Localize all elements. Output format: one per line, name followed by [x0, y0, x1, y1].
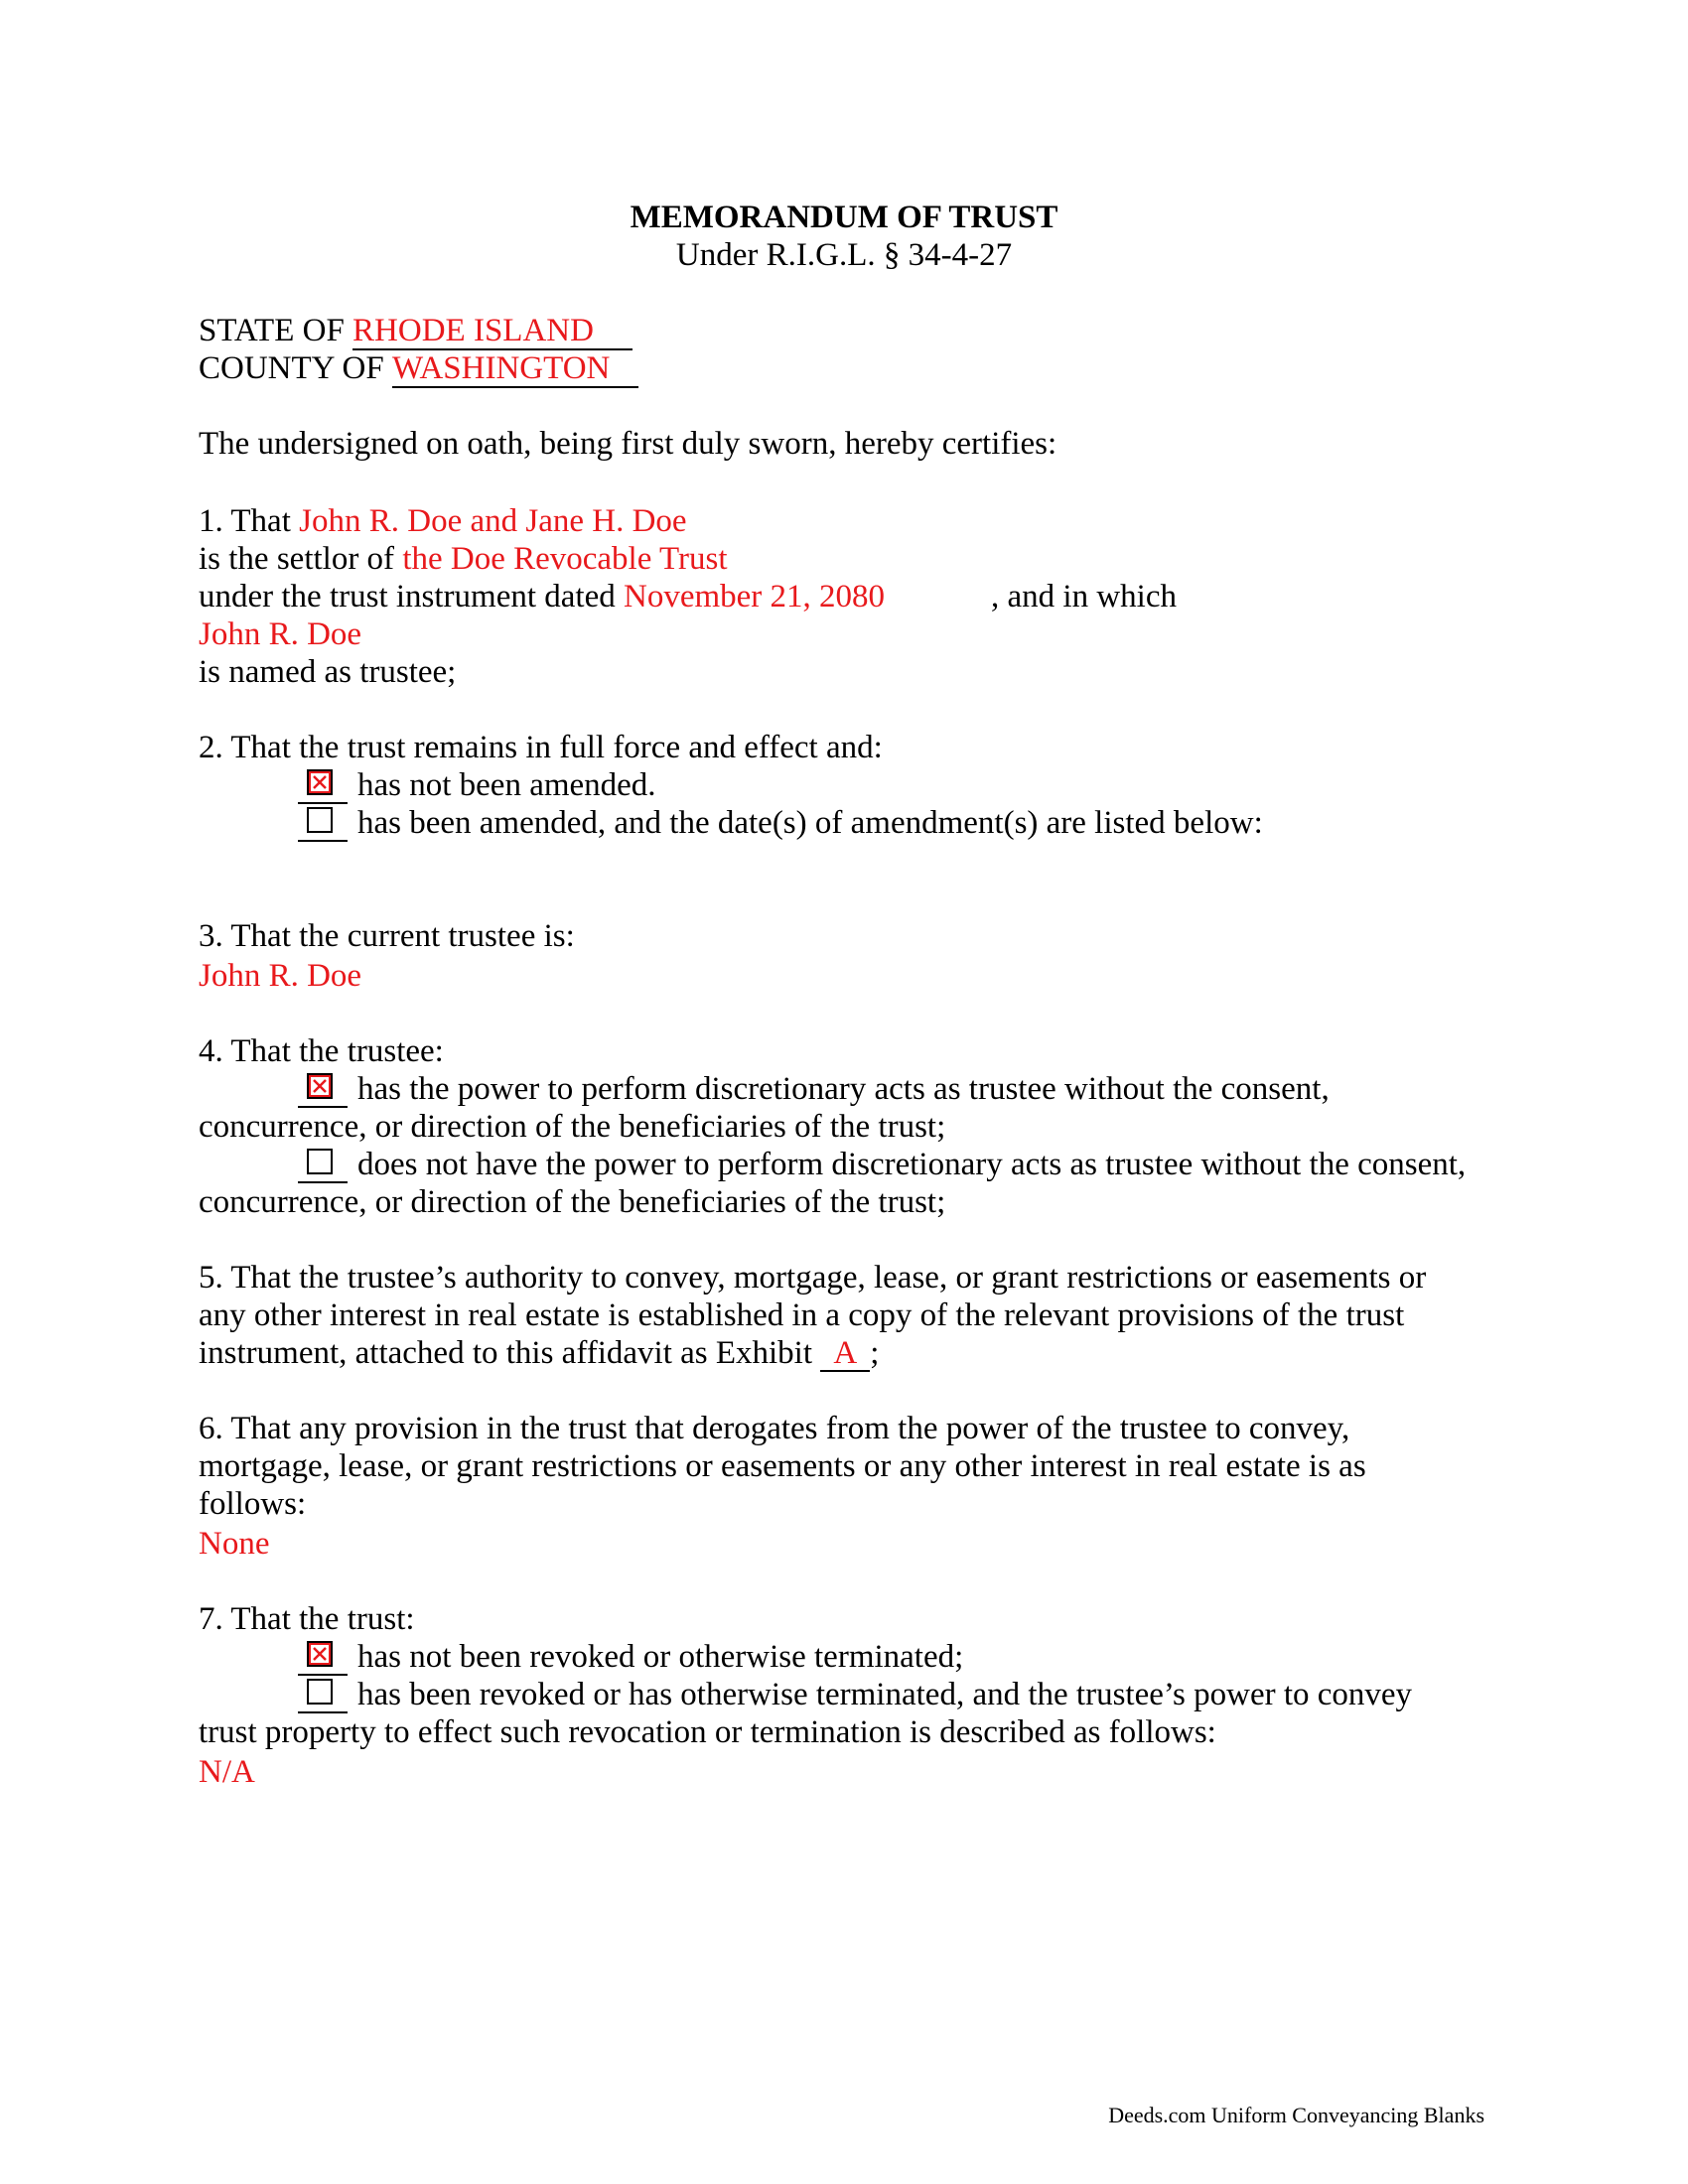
document-subtitle: Under R.I.G.L. § 34-4-27 — [675, 237, 1013, 273]
checkbox-box — [307, 1679, 333, 1705]
exhibit-field[interactable]: A — [820, 1336, 870, 1372]
intro-text: The undersigned on oath, being first duly sworn, hereby certifies: — [199, 426, 1057, 462]
section7-option2 — [298, 1676, 1412, 1713]
section6-line1: 6. That any provision in the trust that derogates from the power of the trustee to convey, — [199, 1411, 1350, 1446]
settlor-of-text: is the settlor of — [199, 541, 395, 577]
settlor-field[interactable]: John R. Doe and Jane H. Doe — [299, 503, 687, 539]
section1-prefix: 1. That — [199, 503, 291, 539]
section1-line3 — [199, 578, 1177, 615]
section7-option1 — [298, 1638, 963, 1676]
has-power-label: has the power to perform discretionary acts as trustee without the consent, — [357, 1071, 1330, 1107]
not-amended-checkbox[interactable] — [298, 766, 348, 804]
state-label: STATE OF — [199, 313, 345, 348]
state-line — [199, 312, 633, 350]
trust-name-field[interactable]: the Doe Revocable Trust — [402, 541, 728, 577]
county-label: COUNTY OF — [199, 350, 384, 386]
section4-heading: 4. That the trustee: — [199, 1033, 444, 1069]
footer-text: Deeds.com Uniform Conveyancing Blanks — [1108, 2103, 1484, 2127]
section4-option1 — [298, 1070, 1330, 1108]
x-mark-icon — [309, 1643, 331, 1665]
section4-option2 — [298, 1146, 1466, 1183]
no-power-checkbox[interactable] — [298, 1146, 348, 1183]
revoked-checkbox[interactable] — [298, 1676, 348, 1713]
county-line — [199, 349, 638, 388]
section5-line2: any other interest in real estate is established in a copy of the relevant provisions of the trust — [199, 1297, 1405, 1333]
document-title: MEMORANDUM OF TRUST — [630, 200, 1058, 235]
in-which-text: , and in which — [991, 579, 1177, 614]
county-field[interactable]: WASHINGTON — [392, 350, 638, 388]
trustee-field[interactable]: John R. Doe — [199, 616, 362, 652]
derogation-field[interactable]: None — [199, 1526, 270, 1562]
revoked-label-cont: trust property to effect such revocation or termination is described as follows: — [199, 1714, 1216, 1750]
not-revoked-checkbox[interactable] — [298, 1638, 348, 1676]
amended-label: has been amended, and the date(s) of amendment(s) are listed below: — [357, 805, 1263, 841]
section7-heading: 7. That the trust: — [199, 1601, 415, 1637]
section5-line1: 5. That the trustee’s authority to convey, mortgage, lease, or grant restrictions or easements or — [199, 1260, 1427, 1296]
not-revoked-label: has not been revoked or otherwise terminated; — [357, 1639, 964, 1675]
section1-line1 — [199, 502, 687, 540]
checkbox-box — [307, 807, 333, 833]
section6-line2: mortgage, lease, or grant restrictions or easements or any other interest in real estate is as — [199, 1448, 1366, 1484]
x-mark-icon — [309, 771, 331, 793]
section2-option1 — [298, 766, 656, 804]
exhibit-semicolon: ; — [870, 1335, 880, 1371]
revocation-field[interactable]: N/A — [199, 1754, 255, 1790]
checkbox-box — [307, 1149, 333, 1174]
section6-line3: follows: — [199, 1486, 307, 1522]
dated-text: under the trust instrument dated — [199, 579, 616, 614]
has-power-label-cont: concurrence, or direction of the beneficiaries of the trust; — [199, 1109, 946, 1145]
exhibit-text: instrument, attached to this affidavit as Exhibit — [199, 1335, 813, 1371]
section2-heading: 2. That the trust remains in full force and effect and: — [199, 730, 883, 765]
section5-line3 — [199, 1334, 879, 1372]
amended-checkbox[interactable] — [298, 804, 348, 842]
no-power-label: does not have the power to perform discretionary acts as trustee without the consent, — [357, 1147, 1467, 1182]
revoked-label: has been revoked or has otherwise terminated, and the trustee’s power to convey — [357, 1677, 1413, 1712]
x-mark-icon — [309, 1075, 331, 1097]
not-amended-label: has not been amended. — [357, 767, 656, 803]
checkbox-box — [307, 769, 333, 795]
has-power-checkbox[interactable] — [298, 1070, 348, 1108]
checkbox-box — [307, 1073, 333, 1099]
no-power-label-cont: concurrence, or direction of the beneficiaries of the trust; — [199, 1184, 946, 1220]
named-trustee-text: is named as trustee; — [199, 654, 457, 690]
state-field[interactable]: RHODE ISLAND — [352, 313, 633, 350]
current-trustee-field[interactable]: John R. Doe — [199, 958, 362, 994]
section2-option2 — [298, 804, 1263, 842]
section3-heading: 3. That the current trustee is: — [199, 918, 575, 954]
checkbox-box — [307, 1641, 333, 1667]
section1-line2 — [199, 540, 728, 578]
trust-date-field[interactable]: November 21, 2080 — [624, 579, 886, 614]
